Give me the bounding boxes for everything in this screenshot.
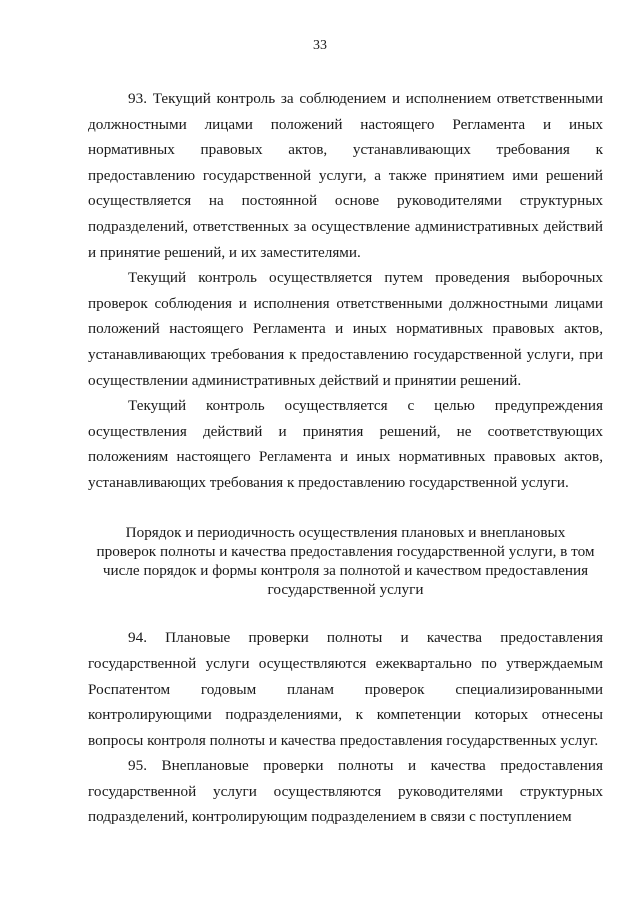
paragraph-93: 93. Текущий контроль за соблюдением и исполнением ответственными должностными лицами положений настоящего Регламента и иных нормативных правовых актов, устанавливающих требования к предоставлению государственной услуги, а также принятием ими решений осуществляется на постоянной основе руководителями структурных подразделений, ответственных за осуществление административных действий и принятие решений, и их заместителями. — [88, 90, 603, 261]
document-body — [88, 86, 603, 830]
paragraph-current-control-purpose: Текущий контроль осуществляется с целью предупреждения осуществления действий и принятия решений, не соответствующих положениям настоящего Регламента и иных нормативных правовых актов, устанавливающих требования к предоставлению государственной услуги. — [88, 397, 603, 491]
section-heading: Порядок и периодичность осуществления плановых и внеплановых проверок полноты и качества предоставления государственной услуги, в том числе порядок и формы контроля за полнотой и качеством предоставления государственной услуги — [96, 523, 595, 599]
paragraph-95: 95. Внеплановые проверки полноты и качества предоставления государственной услуги осуществляются руководителями структурных подразделений, контролирующим подразделением в связи с поступлением — [88, 757, 603, 826]
paragraph-94: 94. Плановые проверки полноты и качества предоставления государственной услуги осуществляются ежеквартально по утверждаемым Роспатентом годовым планам проверок специализированными контролирующими подразделениями, к компетенции которых отнесены вопросы контроля полноты и качества предоставления государственных услуг. — [88, 629, 603, 749]
page-number: 33 — [313, 38, 327, 53]
paragraph-current-control-method: Текущий контроль осуществляется путем проведения выборочных проверок соблюдения и исполнения ответственными должностными лицами положений настоящего Регламента и иных нормативных правовых актов, устанавливающих требования к предоставлению государственной услуги, при осуществлении административных действий и принятии решений. — [88, 269, 603, 389]
